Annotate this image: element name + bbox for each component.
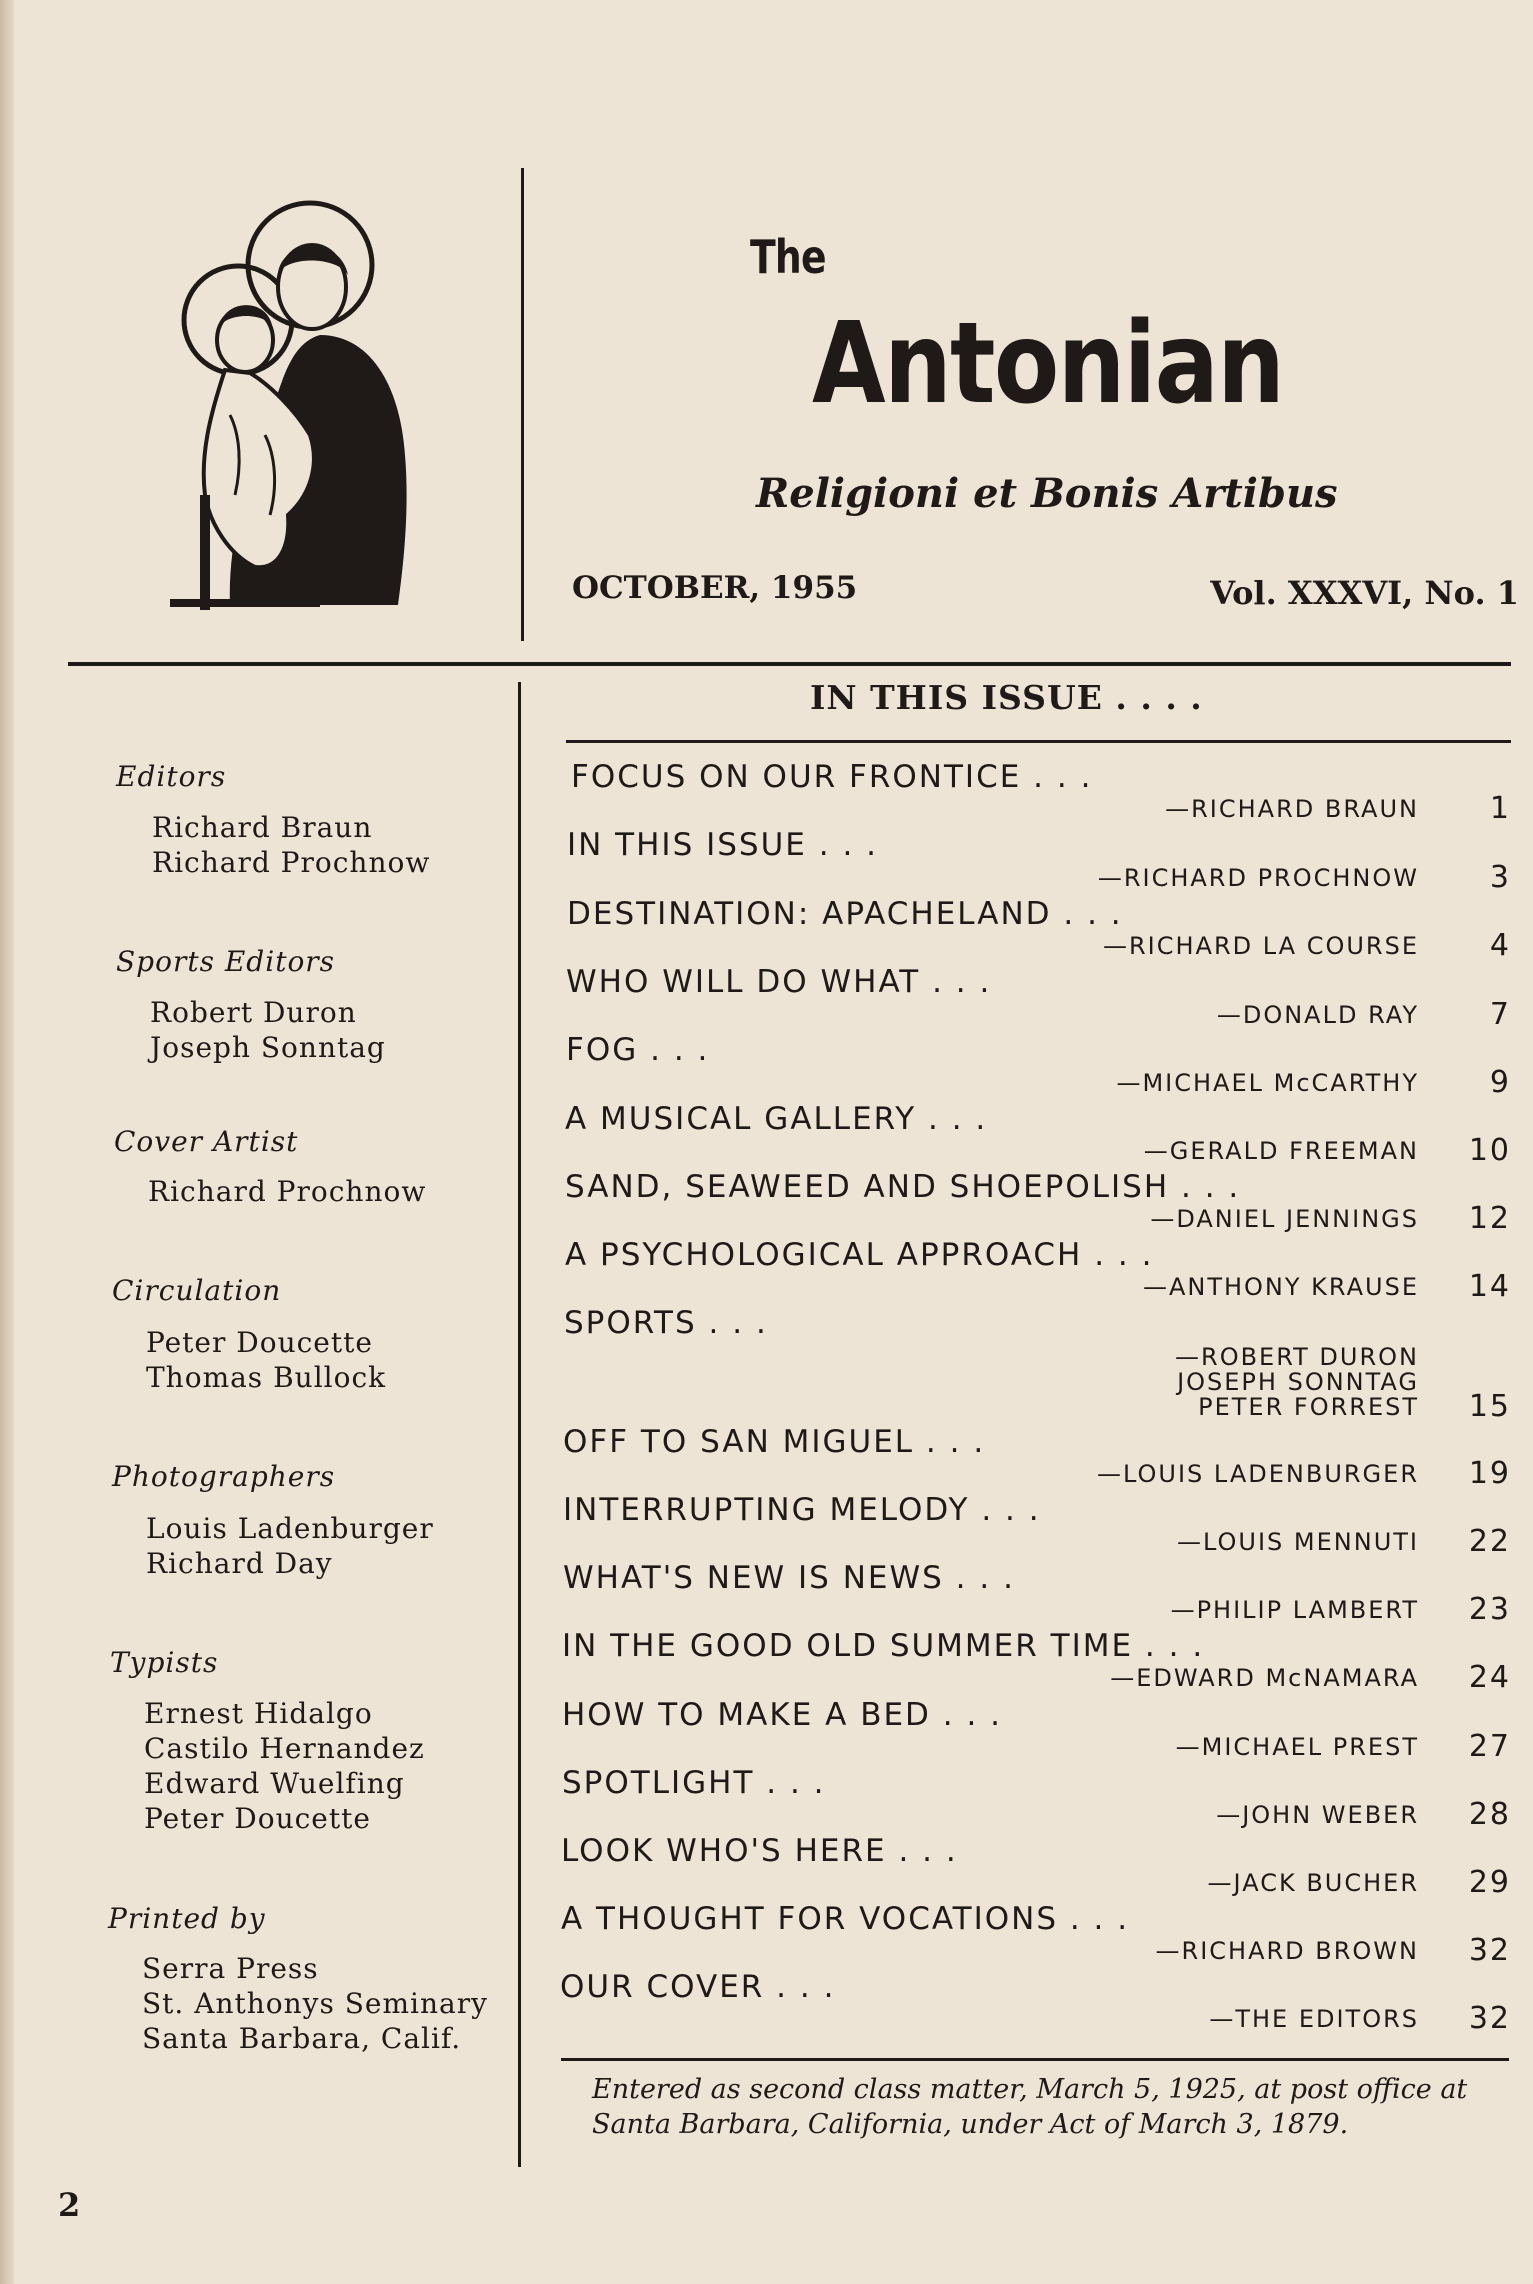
- toc-entry-author: —JOHN WEBER: [1216, 1801, 1419, 1829]
- toc-entry-author: —LOUIS LADENBURGER: [1097, 1460, 1419, 1488]
- toc-entry-page: 22: [1468, 1524, 1511, 1559]
- saint-anthony-with-child-icon: [170, 195, 425, 615]
- toc-entry-title: WHO WILL DO WHAT . . .: [566, 964, 992, 1000]
- toc-entry-title: DESTINATION: APACHELAND . . .: [567, 896, 1123, 932]
- staff-name: Edward Wuelfing: [144, 1767, 405, 1800]
- staff-name: Peter Doucette: [144, 1802, 371, 1835]
- staff-name: Robert Duron: [150, 996, 357, 1029]
- staff-name: Castilo Hernandez: [144, 1732, 425, 1765]
- staff-name: Richard Prochnow: [148, 1175, 427, 1208]
- staff-label: Cover Artist: [114, 1125, 299, 1158]
- column-divider: [518, 682, 521, 2167]
- toc-entry-title: SAND, SEAWEED AND SHOEPOLISH . . .: [565, 1169, 1241, 1205]
- toc-entry-title: FOG . . .: [566, 1032, 710, 1068]
- toc-entry-title: LOOK WHO'S HERE . . .: [561, 1833, 958, 1869]
- toc-entry-author: —RICHARD BROWN: [1155, 1937, 1419, 1965]
- staff-name: Peter Doucette: [146, 1326, 373, 1359]
- toc-entry-author: —RICHARD PROCHNOW: [1097, 864, 1419, 892]
- toc-entry-title: IN THE GOOD OLD SUMMER TIME . . .: [562, 1628, 1205, 1664]
- staff-name: Richard Day: [146, 1547, 333, 1580]
- page-edge: [0, 0, 14, 2284]
- toc-entry-title: HOW TO MAKE A BED . . .: [562, 1697, 1003, 1733]
- toc-entry-page: 9: [1489, 1065, 1511, 1100]
- toc-entry-title: SPORTS . . .: [564, 1305, 768, 1341]
- toc-entry-author: —RICHARD LA COURSE: [1102, 932, 1419, 960]
- issue-date: OCTOBER, 1955: [572, 570, 858, 606]
- masthead-divider: [521, 168, 524, 641]
- toc-entry-author: —EDWARD McNAMARA: [1110, 1664, 1419, 1692]
- toc-entry-page: 29: [1468, 1865, 1511, 1900]
- toc-heading: IN THIS ISSUE . . . .: [810, 678, 1203, 717]
- toc-entry-title: OUR COVER . . .: [560, 1969, 836, 2005]
- toc-entry-author: —LOUIS MENNUTI: [1177, 1528, 1419, 1556]
- toc-entry-page: 12: [1468, 1201, 1511, 1236]
- staff-name: Joseph Sonntag: [150, 1031, 386, 1064]
- toc-entry-title: OFF TO SAN MIGUEL . . .: [563, 1424, 986, 1460]
- toc-entry-author: —MICHAEL McCARTHY: [1116, 1069, 1419, 1097]
- toc-entry-author: —JACK BUCHER: [1207, 1869, 1419, 1897]
- staff-label: Circulation: [112, 1274, 282, 1307]
- toc-entry-title: SPOTLIGHT . . .: [562, 1765, 826, 1801]
- toc-entry-author: —PHILIP LAMBERT: [1170, 1596, 1419, 1624]
- masthead-motto: Religioni et Bonis Artibus: [756, 470, 1338, 517]
- staff-name: Louis Ladenburger: [146, 1512, 434, 1545]
- toc-entry-title: WHAT'S NEW IS NEWS . . .: [563, 1560, 1015, 1596]
- postal-entry-note: Entered as second class matter, March 5, 1925, at post office at Santa Barbara, California, under Act of March 3, 1879.: [592, 2074, 1468, 2140]
- staff-name: Richard Prochnow: [152, 846, 431, 879]
- staff-label: Editors: [116, 760, 227, 793]
- toc-entry-author: —ANTHONY KRAUSE: [1142, 1273, 1419, 1301]
- masthead-the: The: [750, 230, 826, 284]
- staff-label: Photographers: [112, 1460, 336, 1493]
- toc-entry-page: 3: [1489, 860, 1511, 895]
- staff-label: Sports Editors: [116, 945, 336, 978]
- staff-name: St. Anthonys Seminary: [142, 1987, 488, 2020]
- toc-entry-page: 27: [1468, 1729, 1511, 1764]
- toc-entry-author: —MICHAEL PREST: [1175, 1733, 1419, 1761]
- toc-entry-page: 7: [1489, 997, 1511, 1032]
- toc-entry-page: 10: [1468, 1133, 1511, 1168]
- staff-name: Serra Press: [142, 1952, 319, 1985]
- toc-entry-page: 19: [1468, 1456, 1511, 1491]
- masthead-rule: [68, 662, 1511, 666]
- staff-name: Thomas Bullock: [146, 1361, 387, 1394]
- toc-entry-title: FOCUS ON OUR FRONTICE . . .: [571, 759, 1093, 795]
- toc-entry-page: 23: [1468, 1592, 1511, 1627]
- toc-entry-author: JOSEPH SONNTAG: [1177, 1368, 1419, 1396]
- toc-entry-page: 28: [1468, 1797, 1511, 1832]
- toc-entry-author: —DONALD RAY: [1216, 1001, 1419, 1029]
- toc-entry-page: 14: [1468, 1269, 1511, 1304]
- staff-label: Typists: [110, 1646, 219, 1679]
- staff-name: Richard Braun: [152, 811, 373, 844]
- staff-label: Printed by: [108, 1902, 266, 1935]
- page-number: 2: [58, 2186, 81, 2224]
- toc-entry-page: 32: [1468, 2001, 1511, 2036]
- toc-entry-title: A PSYCHOLOGICAL APPROACH . . .: [565, 1237, 1154, 1273]
- staff-name: Santa Barbara, Calif.: [142, 2022, 462, 2055]
- toc-entry-author: —ROBERT DURON: [1175, 1343, 1419, 1371]
- masthead-title: Antonian: [812, 299, 1284, 429]
- toc-entry-author: —GERALD FREEMAN: [1143, 1137, 1419, 1165]
- toc-entry-author: —DANIEL JENNINGS: [1150, 1205, 1419, 1233]
- toc-bottom-rule: [561, 2058, 1509, 2061]
- toc-entry-page: 1: [1489, 791, 1511, 826]
- toc-entry-title: IN THIS ISSUE . . .: [567, 827, 879, 863]
- toc-entry-author: PETER FORREST: [1198, 1393, 1419, 1421]
- issue-volume: Vol. XXXVI, No. 1: [1210, 574, 1519, 612]
- staff-name: Ernest Hidalgo: [144, 1697, 373, 1730]
- toc-entry-page: 24: [1468, 1660, 1511, 1695]
- toc-entry-title: A MUSICAL GALLERY . . .: [565, 1101, 988, 1137]
- toc-entry-author: —RICHARD BRAUN: [1165, 795, 1419, 823]
- toc-entry-author: —THE EDITORS: [1209, 2005, 1419, 2033]
- toc-entry-page: 32: [1468, 1933, 1511, 1968]
- toc-entry-page: 15: [1468, 1389, 1511, 1424]
- toc-entry-page: 4: [1489, 928, 1511, 963]
- toc-entry-title: A THOUGHT FOR VOCATIONS . . .: [561, 1901, 1130, 1937]
- toc-entry-title: INTERRUPTING MELODY . . .: [563, 1492, 1041, 1528]
- toc-heading-rule: [566, 740, 1511, 743]
